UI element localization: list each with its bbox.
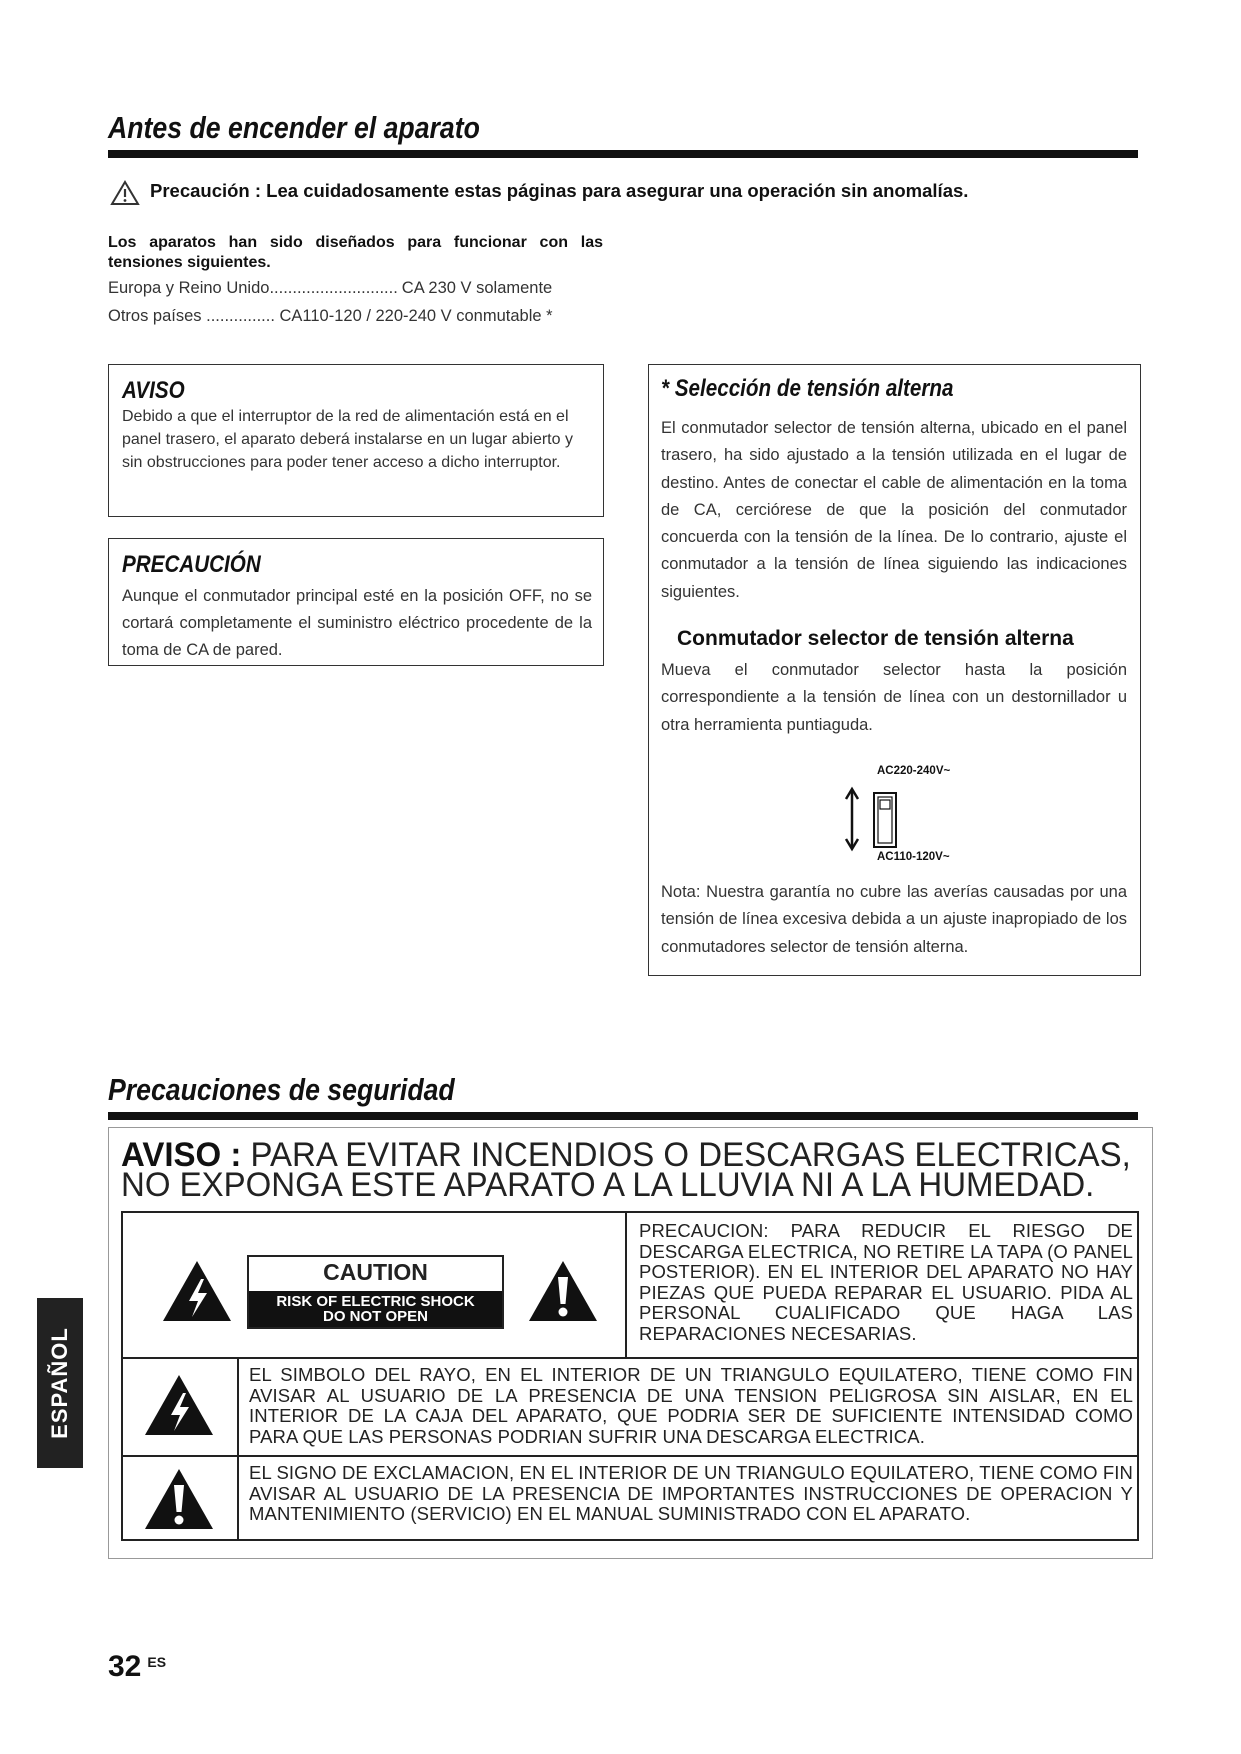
table-row [123,1359,1137,1457]
section-title-precauciones: Precauciones de seguridad [108,1072,455,1107]
voltage-selection-box [648,364,1141,976]
switch-subtext: Mueva el conmutador selector hasta la posición correspondiente a la tensión de línea con un destornillador u otra herramienta puntiaguda. [661,661,1127,734]
precaucion-text: Aunque el conmutador principal esté en la posición OFF, no se cortará completamente el suministro eléctrico procedente de la toma de CA de pared. [122,587,592,659]
exclamation-triangle-icon [527,1259,599,1323]
lightning-triangle-icon [161,1259,233,1323]
aviso-text: Debido a que el interruptor de la red de alimentación está en el panel trasero, el aparato deberá instalarse en un lugar abierto y sin obstrucciones para poder tener acceso a dicho interruptor. [122,408,573,471]
switch-subtitle: Conmutador selector de tensión alterna [677,627,1074,650]
aviso-title: AVISO [122,377,185,404]
page-number-value: 32 [108,1650,142,1683]
safety-panel [108,1127,1153,1559]
voltage-heading: Los aparatos han sido diseñados para funcionar con las tensiones siguientes. [108,234,603,271]
safety-table [121,1211,1139,1541]
precaucion-box [108,538,604,666]
caution-subtitle [249,1291,502,1327]
table-row [123,1213,1137,1359]
caution-cell [123,1213,627,1357]
big-warning [121,1136,1131,1204]
voltage-row-others [108,305,603,328]
table-row [123,1457,1137,1539]
voltage-selection-title: * Selección de tensión alterna [661,375,954,402]
voltage-row-europe [108,277,603,300]
language-side-tab [37,1298,83,1468]
icon-cell [123,1359,239,1455]
voltage-value: CA 230 V solamente [401,279,553,297]
voltage-label: Europa y Reino Unido [108,279,270,297]
language-label: ESPAÑOL [47,1327,72,1439]
precaucion-title: PRECAUCIÓN [122,551,261,578]
voltage-selection-text: El conmutador selector de tensión alterna, ubicado en el panel trasero, ha sido ajustado a la tensión utilizada en el lugar de destino. Antes de conectar el cable de alimentación en la toma de CA, cerciórese de que la posición del conmutador concuerda con la tensión de la línea. De lo contrario, ajuste el conmutador a la tensión de línea siguiendo las indicaciones siguientes. [661,419,1127,601]
voltage-dots: ............... [206,307,275,325]
switch-bottom-label: AC110-120V~ [877,851,950,863]
switch-top-label: AC220-240V~ [877,765,951,777]
warranty-note: Nota: Nuestra garantía no cubre las averías causadas por una tensión de línea excesiva debida a un ajuste inapropiado de los conmutadores selector de tensión alterna. [661,883,1127,956]
lightning-triangle-icon [143,1373,215,1437]
caution-line2: DO NOT OPEN [322,1308,428,1325]
caution-label [247,1255,504,1329]
voltage-label: Otros países [108,307,202,325]
caution-title: CAUTION [323,1259,428,1285]
warning-lead: AVISO : [121,1136,242,1174]
page-suffix: ES [147,1654,167,1670]
voltage-value: CA110-120 / 220-240 V conmutable * [279,307,553,325]
warning-line1: PARA EVITAR INCENDIOS O DESCARGAS ELECTRICAS, [250,1136,1131,1174]
warning-triangle-icon [110,180,140,206]
exclamation-caps-text: EL SIGNO DE EXCLAMACION, EN EL INTERIOR DE UN TRIANGULO EQUILATERO, TIENE COMO FIN AVISAR AL USUARIO DE LA PRESENCIA DE IMPORTANTES INSTRUCCIONES DE OPERACION Y MANTENIMIENTO (SERVICIO) EN EL MANUAL SUMINISTRADO CON EL APARATO. [249,1462,1133,1524]
voltage-dots: ............................ [269,279,398,297]
lightning-caps-text: EL SIMBOLO DEL RAYO, EN EL INTERIOR DE UN TRIANGULO EQUILATERO, TIENE COMO FIN AVISAR AL USUARIO DE LA PRESENCIA DE UNA TENSION PELIGROSA SIN AISLAR, EN EL INTERIOR DE LA CAJA DEL APARATO, QUE PODRIA SER DE SUFICIENTE INTENSIDAD COMO PARA QUE LAS PERSONAS PODRIAN SUFRIR UNA DESCARGA ELECTRICA. [249,1364,1133,1447]
aviso-box [108,364,604,517]
icon-cell [123,1457,239,1539]
section-title-antes: Antes de encender el aparato [108,110,480,145]
voltage-switch-icon [844,785,904,855]
title-rule [108,1112,1138,1120]
warning-line2: NO EXPONGA ESTE APARATO A LA LLUVIA NI A LA HUMEDAD. [121,1166,1095,1204]
exclamation-triangle-icon [143,1467,215,1531]
precaution-text: Precaución : Lea cuidadosamente estas páginas para asegurar una operación sin anomalías. [150,180,969,201]
precaucion-caps-text: PRECAUCION: PARA REDUCIR EL RIESGO DE DESCARGA ELECTRICA, NO RETIRE LA TAPA (O PANEL POSTERIOR). EN EL INTERIOR DEL APARATO NO HAY PIEZAS QUE PUEDA REPARAR EL USUARIO. PIDA AL PERSONAL CUALIFICADO QUE HAGA LAS REPARACIONES NECESARIAS. [639,1220,1133,1344]
precaution-line [110,178,1140,208]
caution-line1: RISK OF ELECTRIC SHOCK [276,1293,475,1310]
title-rule [108,150,1138,158]
page-number [108,1650,166,1684]
